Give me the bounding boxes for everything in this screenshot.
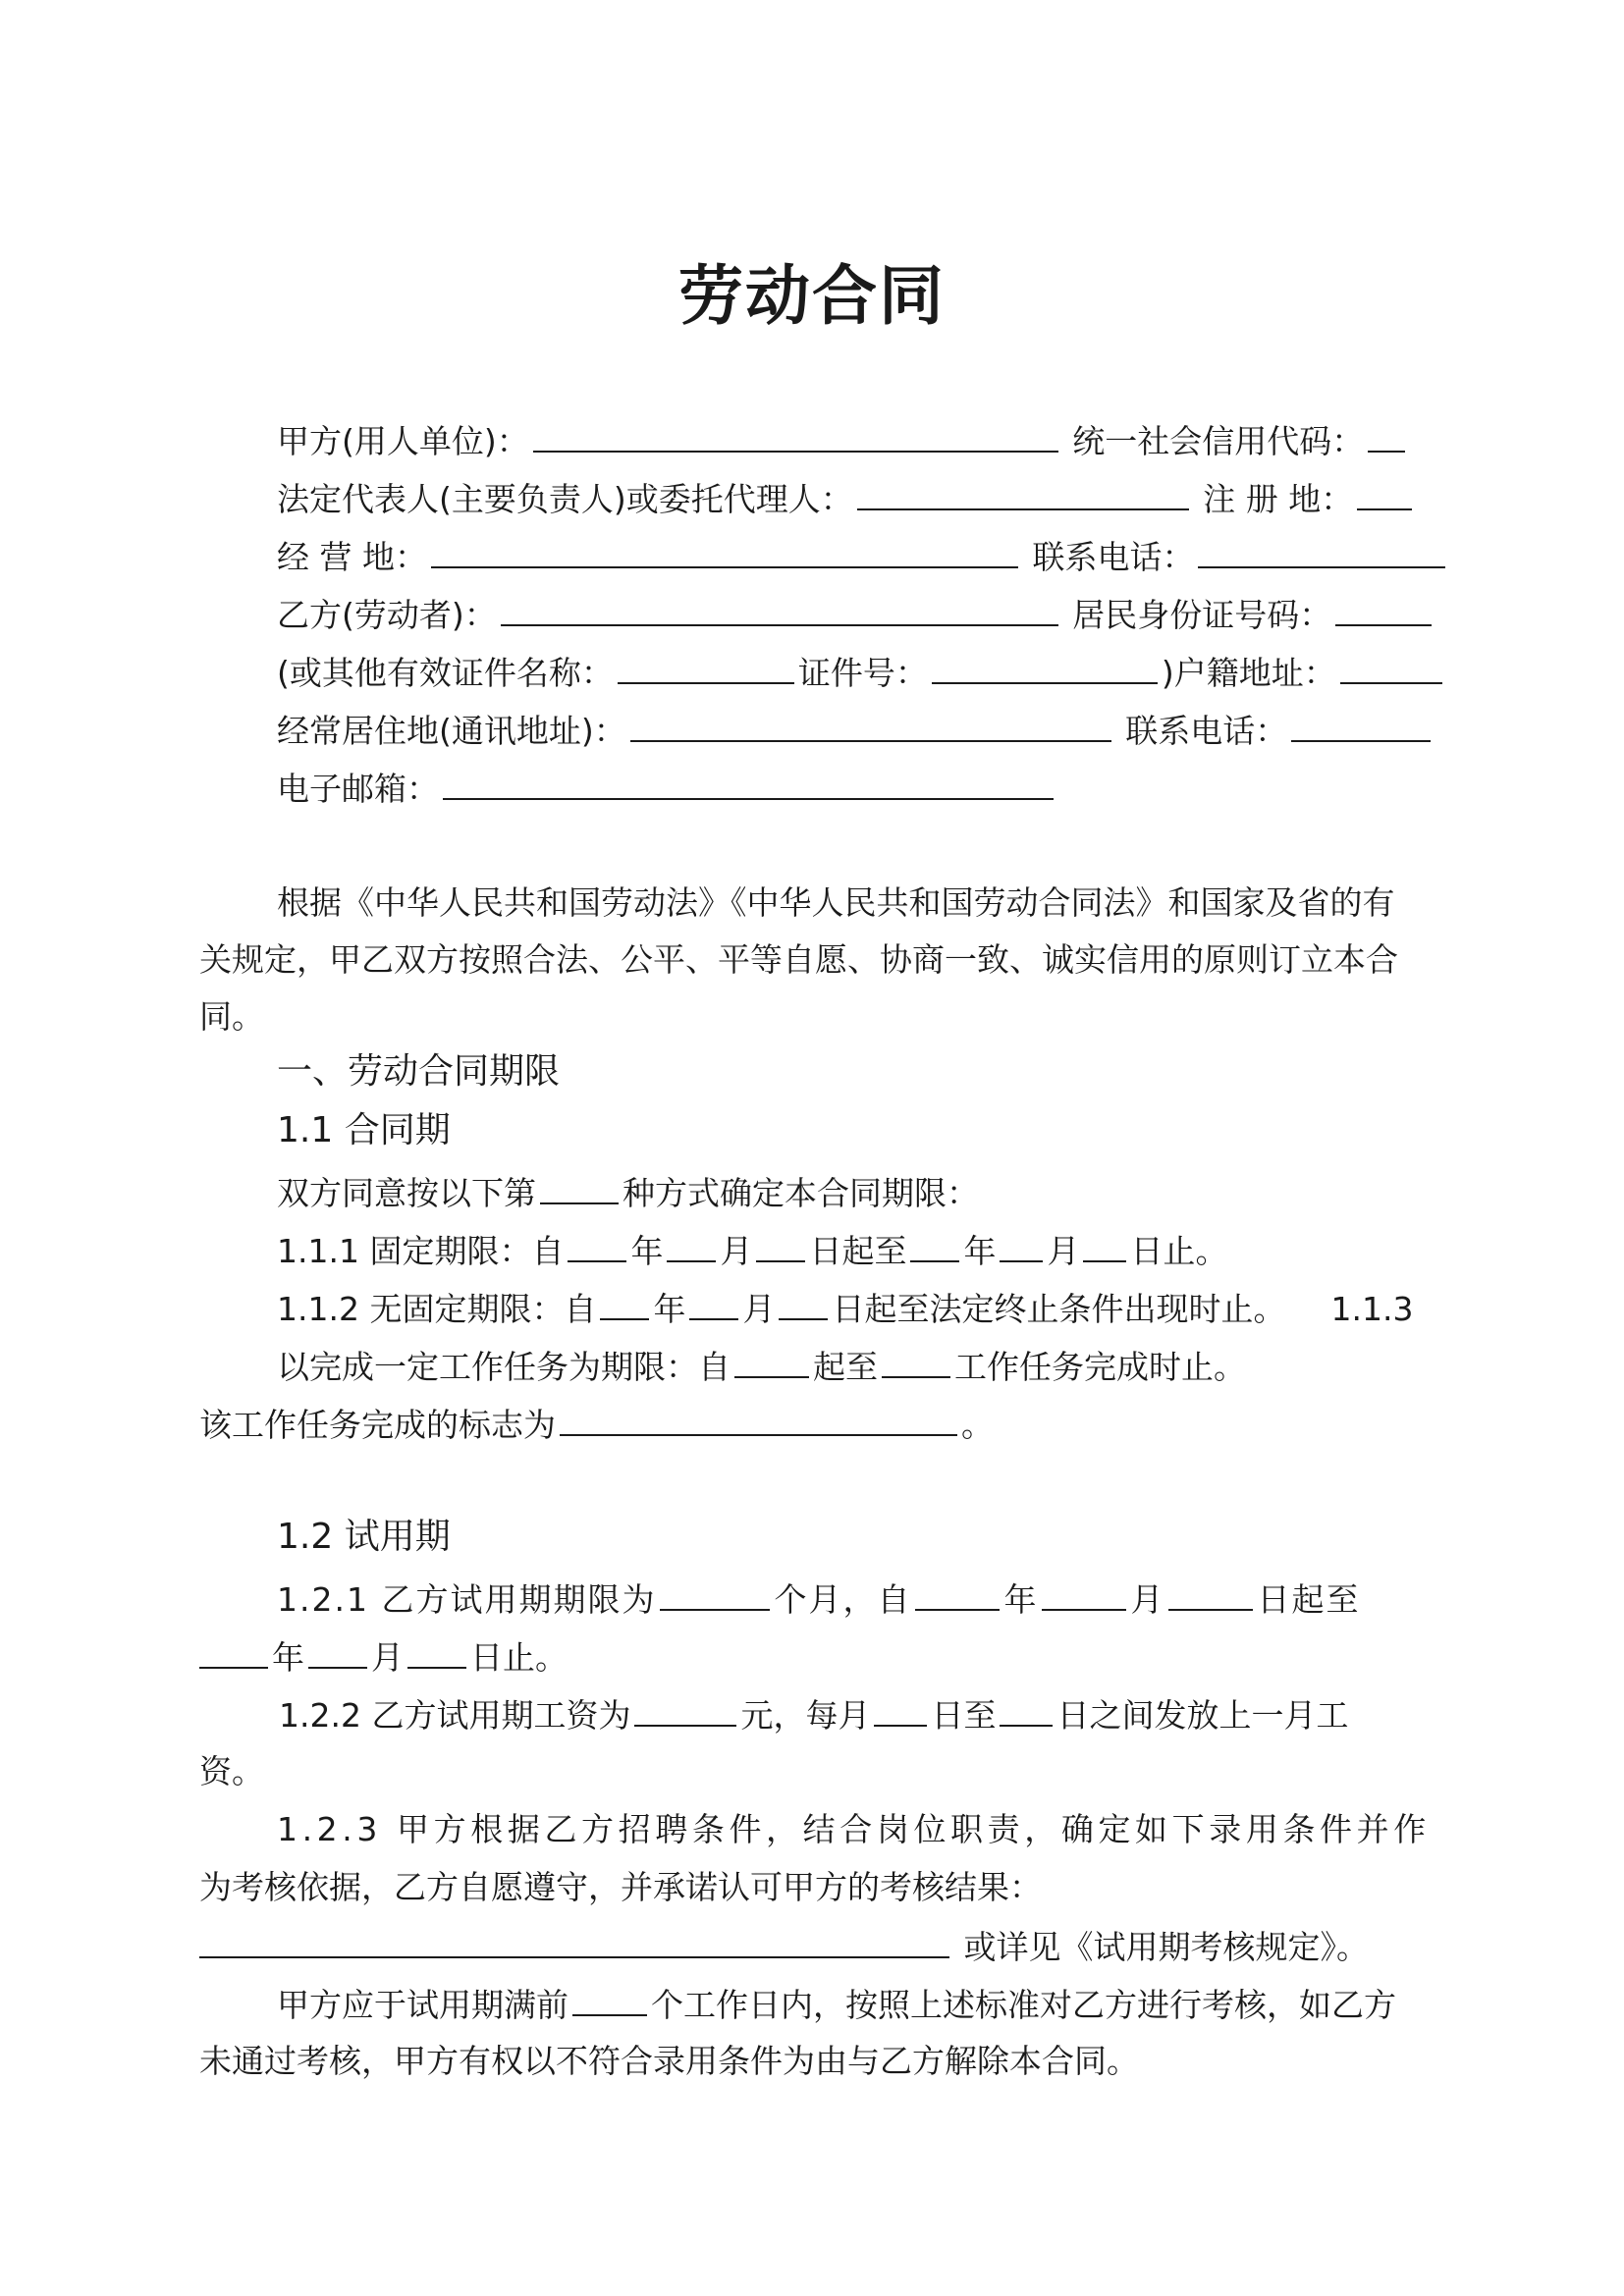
email-blank[interactable]	[443, 768, 1054, 800]
fixed-end-day-blank[interactable]	[1083, 1230, 1126, 1262]
end-text: 日止。	[1130, 1232, 1228, 1270]
assessment-label: 甲方应于试用期满前	[277, 1986, 568, 2024]
month-text: 月	[1047, 1232, 1080, 1270]
probation-start-year-blank[interactable]	[915, 1578, 1000, 1611]
other-id-label: (或其他有效证件名称：	[277, 654, 614, 692]
year-text: 年	[963, 1232, 997, 1270]
term-choice-line	[277, 1172, 979, 1213]
other-id-line	[277, 652, 1446, 693]
residence-blank[interactable]	[630, 710, 1111, 742]
probation-end-year-blank[interactable]	[199, 1636, 268, 1669]
fixed-start-day-blank[interactable]	[756, 1230, 805, 1262]
open-start-day-blank[interactable]	[779, 1288, 828, 1320]
hiring-conditions-ref-line	[199, 1926, 1369, 1967]
month-text: 月	[371, 1638, 404, 1677]
business-address-blank[interactable]	[431, 536, 1018, 568]
preamble-line-2: 关规定，甲乙双方按照合法、公平、平等自愿、协商一致、诚实信用的原则订立本合	[199, 940, 1398, 979]
id-no-label: 证件号：	[797, 654, 928, 692]
task-term-label: 以完成一定工作任务为期限：自	[277, 1348, 731, 1386]
assessment-rules-ref: 或详见《试用期考核规定》。	[963, 1928, 1369, 1966]
assessment-cont: 未通过考核，甲方有权以不符合录用条件为由与乙方解除本合同。	[199, 2042, 1139, 2080]
probation-end-day-blank[interactable]	[407, 1636, 466, 1669]
credit-code-label: 统一社会信用代码：	[1072, 422, 1365, 460]
legal-rep-line	[277, 478, 1416, 519]
page-title: 劳动合同	[678, 258, 946, 334]
probation-wage-blank[interactable]	[634, 1694, 736, 1727]
household-blank[interactable]	[1340, 652, 1442, 684]
pay-end-day-blank[interactable]	[1000, 1694, 1053, 1727]
email-label: 电子邮箱：	[277, 770, 439, 808]
task-flag-blank[interactable]	[560, 1404, 957, 1436]
legal-rep-blank[interactable]	[857, 478, 1189, 510]
fixed-term-line	[277, 1230, 1227, 1271]
household-label: )户籍地址：	[1161, 654, 1336, 692]
task-flag-label: 该工作任务完成的标志为	[199, 1406, 556, 1444]
hiring-conditions-blank[interactable]	[199, 1926, 949, 1958]
month-text: 月	[742, 1290, 776, 1328]
reg-address-blank[interactable]	[1357, 478, 1412, 510]
probation-end-month-blank[interactable]	[308, 1636, 367, 1669]
from-to-text: 日起至	[809, 1232, 907, 1270]
term-choice-blank[interactable]	[540, 1172, 619, 1204]
party-b-line	[277, 594, 1435, 635]
phone-a-blank[interactable]	[1198, 536, 1445, 568]
year-text: 年	[630, 1232, 664, 1270]
preamble-line-1: 根据《中华人民共和国劳动法》《中华人民共和国劳动合同法》和国家及省的有	[277, 883, 1395, 922]
open-start-month-blank[interactable]	[689, 1288, 738, 1320]
party-b-blank[interactable]	[501, 594, 1058, 626]
term-choice-suffix: 种方式确定本合同期限：	[623, 1174, 979, 1212]
month-text: 月	[1130, 1580, 1165, 1619]
probation-wage-line	[279, 1694, 1348, 1735]
business-address-label: 经 营 地：	[277, 538, 427, 576]
open-term-label: 1.1.2 无固定期限：自	[277, 1290, 597, 1328]
id-no-blank[interactable]	[932, 652, 1158, 684]
task-from-to-text: 起至	[813, 1348, 878, 1386]
task-term-line	[277, 1346, 1246, 1387]
party-a-line	[277, 420, 1409, 461]
year-text: 年	[653, 1290, 686, 1328]
section-1-2-heading: 1.2 试用期	[277, 1517, 451, 1557]
task-end-blank[interactable]	[882, 1346, 950, 1378]
task-start-blank[interactable]	[734, 1346, 809, 1378]
phone-b-label: 联系电话：	[1125, 712, 1288, 750]
month-text: 月	[720, 1232, 753, 1270]
party-b-label: 乙方(劳动者)：	[277, 596, 497, 634]
phone-b-blank[interactable]	[1291, 710, 1431, 742]
credit-code-blank[interactable]	[1368, 420, 1405, 453]
probation-wage-label: 1.2.2 乙方试用期工资为	[279, 1696, 631, 1735]
probation-wage-cont: 资。	[199, 1752, 264, 1790]
assessment-days-blank[interactable]	[572, 1984, 647, 2016]
residence-label: 经常居住地(通讯地址)：	[277, 712, 626, 750]
from-to-text: 日起至	[1257, 1580, 1361, 1619]
business-address-line	[277, 536, 1449, 577]
section-1-1-heading: 1.1 合同期	[277, 1110, 451, 1150]
probation-months-blank[interactable]	[660, 1578, 770, 1611]
fixed-end-month-blank[interactable]	[1000, 1230, 1043, 1262]
residence-line	[277, 710, 1435, 751]
period-text: 。	[961, 1406, 994, 1444]
year-text: 年	[1003, 1580, 1039, 1619]
assessment-text: 个工作日内，按照上述标准对乙方进行考核，如乙方	[651, 1986, 1396, 2024]
fixed-start-month-blank[interactable]	[667, 1230, 716, 1262]
fixed-term-label: 1.1.1 固定期限：自	[277, 1232, 565, 1270]
year-text: 年	[272, 1638, 304, 1677]
probation-end-line	[199, 1636, 568, 1678]
probation-start-month-blank[interactable]	[1042, 1578, 1126, 1611]
pay-start-day-blank[interactable]	[874, 1694, 927, 1727]
end-text: 日止。	[470, 1638, 568, 1677]
fixed-end-year-blank[interactable]	[910, 1230, 959, 1262]
task-flag-line	[199, 1404, 994, 1445]
email-line	[277, 768, 1057, 809]
reg-address-label: 注 册 地：	[1203, 480, 1354, 518]
months-from-text: 个月，自	[774, 1580, 912, 1619]
task-term-suffix: 工作任务完成时止。	[954, 1348, 1246, 1386]
clause-1-1-3-number: 1.1.3	[1330, 1290, 1414, 1328]
open-start-year-blank[interactable]	[600, 1288, 649, 1320]
preamble-line-3: 同。	[199, 997, 264, 1036]
day-to-text: 日至	[931, 1696, 997, 1735]
open-term-line	[277, 1288, 1413, 1329]
phone-a-label: 联系电话：	[1032, 538, 1195, 576]
assessment-line	[277, 1984, 1396, 2025]
hiring-conditions-cont: 为考核依据，乙方自愿遵守，并承诺认可甲方的考核结果：	[199, 1868, 1042, 1906]
term-choice-label: 双方同意按以下第	[277, 1174, 536, 1212]
hiring-conditions-line: 1.2.3 甲方根据乙方招聘条件，结合岗位职责，确定如下录用条件并作	[277, 1810, 1431, 1848]
fixed-start-year-blank[interactable]	[568, 1230, 626, 1262]
id-number-label: 居民身份证号码：	[1072, 596, 1332, 634]
probation-term-label: 1.2.1 乙方试用期期限为	[277, 1580, 657, 1619]
party-a-label: 甲方(用人单位)：	[277, 422, 529, 460]
legal-rep-label: 法定代表人(主要负责人)或委托代理人：	[277, 480, 853, 518]
pay-suffix-text: 日之间发放上一月工	[1056, 1696, 1349, 1735]
party-a-blank[interactable]	[533, 420, 1058, 453]
id-number-blank[interactable]	[1335, 594, 1432, 626]
section-1-heading: 一、劳动合同期限	[277, 1051, 561, 1092]
probation-start-day-blank[interactable]	[1168, 1578, 1253, 1611]
open-term-suffix: 日起至法定终止条件出现时止。	[832, 1290, 1286, 1328]
probation-term-line	[277, 1578, 1360, 1620]
other-id-blank[interactable]	[618, 652, 794, 684]
wage-unit-text: 元，每月	[740, 1696, 871, 1735]
